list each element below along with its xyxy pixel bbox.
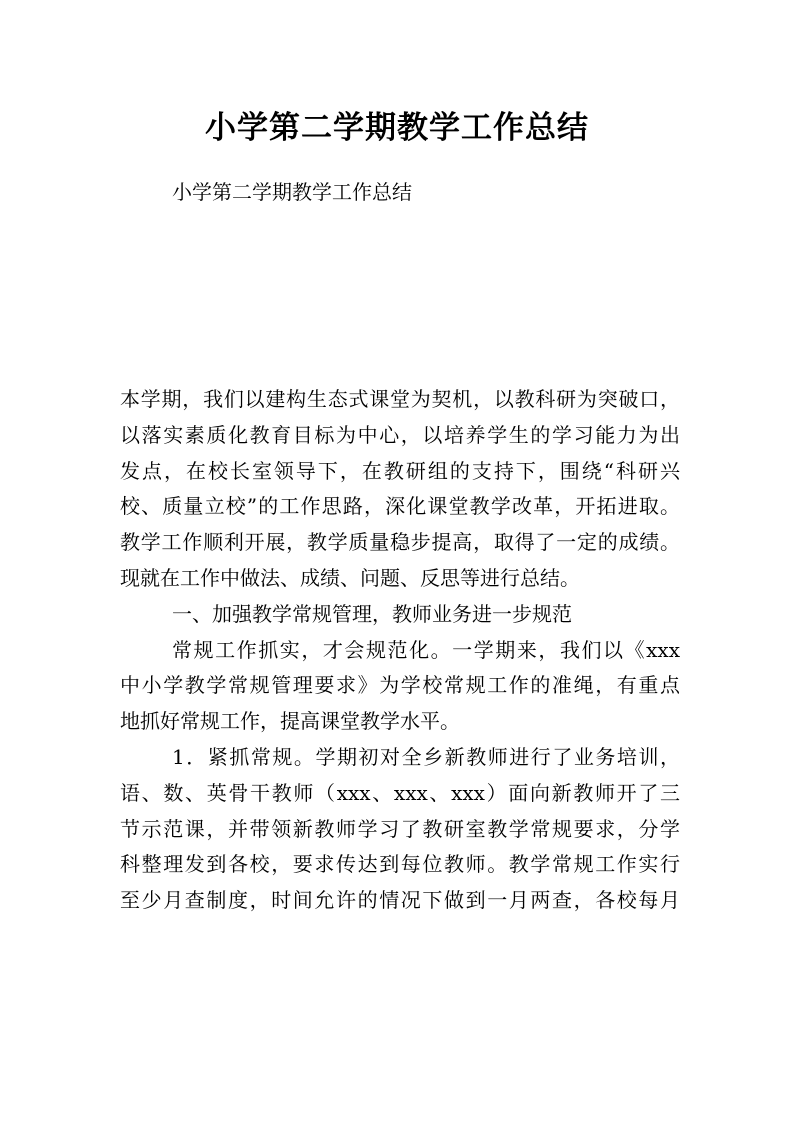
body-line: 本学期，我们以建构生态式课堂为契机，以教科研为突破口， bbox=[120, 387, 680, 411]
document-title: 小学第二学期教学工作总结 bbox=[205, 110, 589, 146]
body-line: 常规工作抓实，才会规范化。一学期来，我们以《xxx bbox=[172, 637, 680, 662]
document-body bbox=[120, 382, 680, 919]
body-line: 语、数、英骨干教师（xxx、xxx、xxx）面向新教师开了三 bbox=[120, 780, 680, 805]
body-line: 教学工作顺利开展，教学质量稳步提高，取得了一定的成绩。 bbox=[120, 530, 680, 555]
body-line: 至少月查制度，时间允许的情况下做到一月两查，各校每月 bbox=[120, 888, 680, 913]
body-line: 节示范课，并带领新教师学习了教研室教学常规要求，分学 bbox=[120, 816, 680, 841]
body-line: 以落实素质化教育目标为中心，以培养学生的学习能力为出 bbox=[120, 422, 680, 447]
body-line: 科整理发到各校，要求传达到每位教师。教学常规工作实行 bbox=[120, 852, 680, 877]
body-line: 1．紧抓常规。学期初对全乡新教师进行了业务培训， bbox=[172, 744, 680, 769]
body-line: 现就在工作中做法、成绩、问题、反思等进行总结。 bbox=[120, 565, 580, 590]
body-line: 发点，在校长室领导下，在教研组的支持下，围绕“科研兴 bbox=[120, 458, 680, 483]
section-heading: 一、加强教学常规管理，教师业务进一步规范 bbox=[172, 601, 572, 626]
document-subtitle: 小学第二学期教学工作总结 bbox=[172, 180, 412, 204]
body-line: 中小学教学常规管理要求》为学校常规工作的准绳，有重点 bbox=[120, 673, 680, 698]
body-line: 地抓好常规工作，提高课堂教学水平。 bbox=[120, 709, 460, 734]
body-line: 校、质量立校”的工作思路，深化课堂教学改革，开拓进取。 bbox=[120, 494, 680, 519]
